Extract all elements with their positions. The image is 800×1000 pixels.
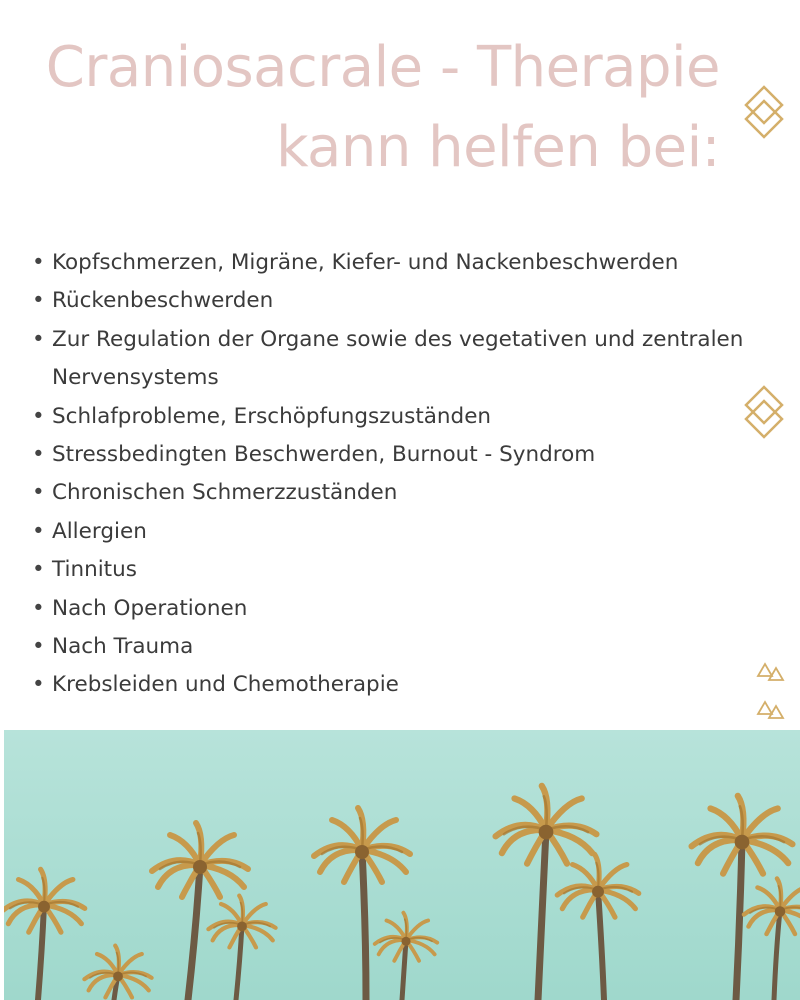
palm-trees-illustration <box>4 730 800 1000</box>
list-item: • Rückenbeschwerden <box>30 282 770 320</box>
double-diamond-icon <box>740 84 788 144</box>
list-item: • Nach Operationen <box>30 590 770 628</box>
title-line-2: kann helfen bei: <box>276 115 720 180</box>
page-title <box>20 28 720 188</box>
list-item: • Tinnitus <box>30 551 770 589</box>
list-item: • Krebsleiden und Chemotherapie <box>30 666 770 704</box>
list-item: • Schlafprobleme, Erschöpfungszuständen <box>30 398 770 436</box>
title-line-1: Craniosacrale - Therapie <box>45 35 720 100</box>
list-item: • Stressbedingten Beschwerden, Burnout - Syndrom <box>30 436 770 474</box>
list-item: • Chronischen Schmerzzuständen <box>30 474 770 512</box>
list-item: • Allergien <box>30 513 770 551</box>
list-item: • Zur Regulation der Organe sowie des vegetativen und zentralen Nervensystems <box>30 321 770 398</box>
list-item: • Kopfschmerzen, Migräne, Kiefer- und Nackenbeschwerden <box>30 244 770 282</box>
palm-trees-photo <box>4 730 800 1000</box>
list-item: • Nach Trauma <box>30 628 770 666</box>
benefits-list <box>30 244 770 705</box>
double-diamond-icon <box>740 384 788 444</box>
